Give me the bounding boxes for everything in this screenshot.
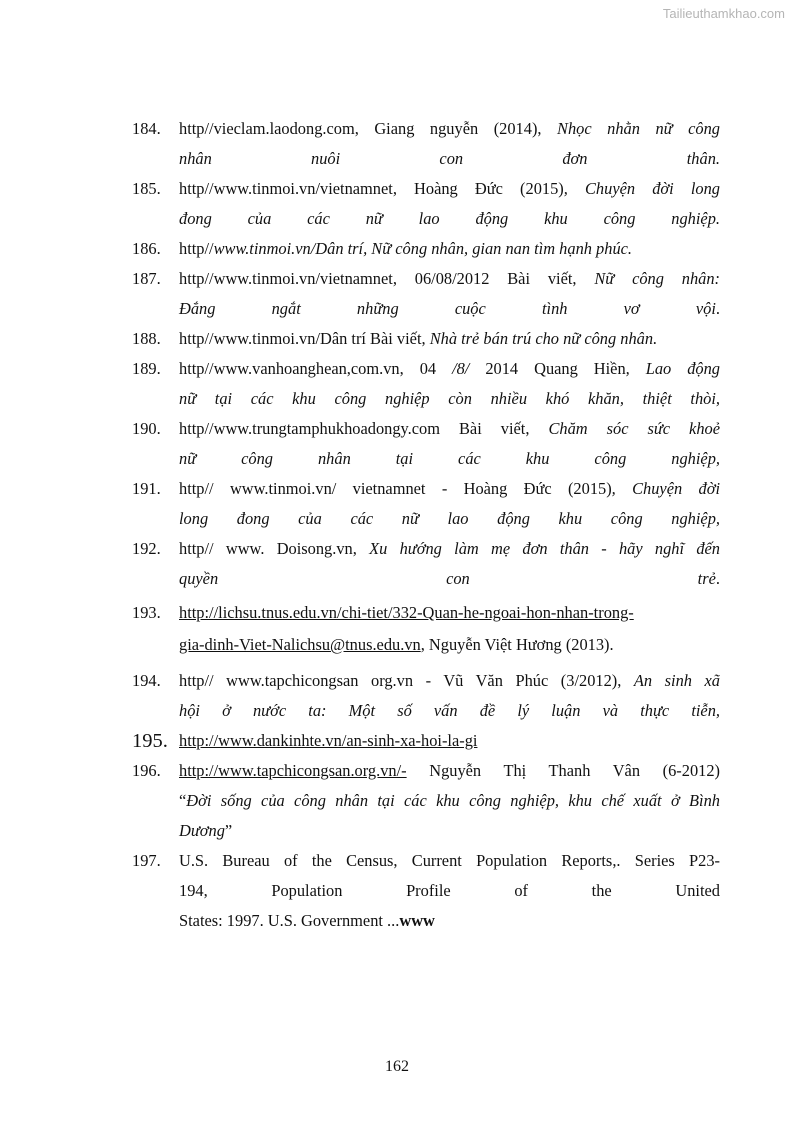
reference-text: http//www.tinmoi.vn/vietnamnet, 06/08/2012 Bài viết,	[179, 269, 595, 288]
reference-number: 188.	[132, 329, 161, 348]
reference-line	[179, 666, 720, 696]
reference-link[interactable]: http://www.dankinhte.vn/an-sinh-xa-hoi-la-gi	[179, 731, 478, 750]
reference-text: www	[399, 911, 435, 930]
reference-line	[179, 354, 720, 384]
reference-text: 2014 Quang Hiền	[469, 359, 626, 378]
reference-link[interactable]: http://lichsu.tnus.edu.vn/chi-tiet/332-Quan-he-ngoai-hon-nhan-trong-	[179, 603, 634, 622]
reference-text: http//vieclam.laodong.com, Giang nguyễn (2014),	[179, 119, 558, 138]
reference-number: 197.	[132, 851, 161, 870]
reference-line	[179, 786, 720, 816]
reference-link[interactable]: gia-dinh-Viet-Nalichsu@tnus.edu.vn	[179, 635, 421, 654]
reference-text: long đong của các nữ lao động khu công nghiệp,	[179, 509, 720, 528]
reference-text: http//www.vanhoanghean,com.vn, 04	[179, 359, 453, 378]
reference-text: nhân nuôi con đơn thân.	[179, 149, 720, 168]
reference-line	[179, 414, 720, 444]
reference-text: , Chuyện đời long	[563, 179, 720, 198]
reference-line	[179, 564, 720, 594]
reference-line	[179, 504, 720, 534]
reference-number: 187.	[132, 269, 161, 288]
reference-number: 184.	[132, 119, 161, 138]
reference-text: 194, Population Profile of the United	[179, 881, 720, 900]
reference-line	[179, 264, 720, 294]
reference-item	[132, 726, 720, 756]
reference-item	[132, 534, 720, 594]
reference-item	[132, 666, 720, 726]
reference-number: 185.	[132, 179, 161, 198]
reference-list	[132, 114, 720, 936]
reference-text: http// www.tinmoi.vn/ vietnamnet - Hoàng Đức (2015)	[179, 479, 612, 498]
reference-line	[179, 234, 720, 264]
reference-number: 190.	[132, 419, 161, 438]
reference-line	[179, 726, 720, 756]
reference-item	[132, 354, 720, 414]
reference-line	[179, 696, 720, 726]
reference-item	[132, 474, 720, 534]
reference-text: http//www.tinmoi.vn/Dân trí Bài viết,	[179, 329, 430, 348]
reference-line	[179, 384, 720, 414]
reference-text: http// www. Doisong.vn,	[179, 539, 370, 558]
reference-text: Nguyễn Thị Thanh Vân (6-2012)	[406, 761, 720, 780]
reference-item	[132, 114, 720, 174]
reference-item	[132, 756, 720, 846]
reference-text: .	[715, 569, 720, 588]
reference-text: quyền con trẻ	[179, 569, 716, 588]
reference-item	[132, 264, 720, 324]
reference-text: Chăm sóc sức khoẻ	[548, 419, 720, 438]
reference-text: , Chuyện đời	[611, 479, 721, 498]
reference-number: 189.	[132, 359, 161, 378]
reference-text: nữ công nhân tại các khu công nghiệp,	[179, 449, 720, 468]
reference-text: Nữ công nhân:	[594, 269, 720, 288]
reference-text: đong của các nữ lao động khu công nghiệp.	[179, 209, 720, 228]
reference-item	[132, 598, 720, 662]
reference-text: , Lao động	[625, 359, 720, 378]
reference-line	[179, 598, 720, 628]
reference-number: 196.	[132, 761, 161, 780]
reference-number: 191.	[132, 479, 161, 498]
reference-text: U.S. Bureau of the Census, Current Population Reports,. Series P23-	[179, 851, 720, 870]
watermark: Tailieuthamkhao.com	[662, 6, 785, 21]
reference-text: .	[715, 299, 720, 318]
reference-text: www.tinmoi.vn/Dân trí, Nữ công nhân, gian nan tìm hạnh phúc.	[213, 239, 633, 258]
reference-number: 194.	[132, 671, 161, 690]
reference-line	[179, 174, 720, 204]
reference-line	[179, 204, 720, 234]
reference-text: http//www.tinmoi.vn/vietnamnet, Hoàng Đức (2015)	[179, 179, 564, 198]
reference-item	[132, 846, 720, 936]
reference-text: /8/	[452, 359, 470, 378]
reference-line	[179, 846, 720, 876]
reference-text: Xu hướng làm mẹ đơn thân - hãy nghĩ đến	[369, 539, 720, 558]
reference-number: 193.	[132, 603, 161, 622]
reference-link[interactable]: http://www.tapchicongsan.org.vn/-	[179, 761, 407, 780]
page-number: 162	[385, 1058, 409, 1075]
reference-text: ”	[224, 821, 233, 840]
reference-text: States: 1997. U.S. Government ...	[179, 911, 400, 930]
reference-text: hội ở nước ta: Một số vấn đề lý luận và thực tiễn,	[179, 701, 720, 720]
reference-line	[179, 444, 720, 474]
reference-text: An sinh xã	[633, 671, 720, 690]
reference-line	[179, 534, 720, 564]
reference-line	[179, 474, 720, 504]
reference-text: http//www.trungtamphukhoadongy.com Bài viết,	[179, 419, 549, 438]
reference-text: Dương	[179, 821, 225, 840]
reference-line	[179, 756, 720, 786]
reference-line	[179, 816, 720, 846]
reference-line	[179, 324, 720, 354]
reference-line	[179, 144, 720, 174]
reference-text: Nhọc nhằn nữ công	[557, 119, 720, 138]
reference-item	[132, 234, 720, 264]
reference-text: nữ tại các khu công nghiệp còn nhiều khó khăn, thiệt thòi,	[179, 389, 720, 408]
reference-text: “	[179, 791, 187, 810]
reference-item	[132, 174, 720, 234]
reference-number: 192.	[132, 539, 161, 558]
reference-text: http//	[179, 239, 214, 258]
reference-number: 186.	[132, 239, 161, 258]
reference-line	[179, 906, 720, 936]
reference-line	[179, 294, 720, 324]
reference-line	[179, 628, 720, 662]
reference-text: Đắng ngắt những cuộc tình vơ vội	[179, 299, 716, 318]
reference-line	[179, 876, 720, 906]
reference-text: Nhà trẻ bán trú cho nữ công nhân.	[429, 329, 658, 348]
reference-text: http// www.tapchicongsan org.vn - Vũ Văn Phúc (3/2012),	[179, 671, 634, 690]
reference-number: 195.	[132, 730, 168, 752]
reference-line	[179, 114, 720, 144]
reference-text: Đời sống của công nhân tại các khu công nghiệp, khu chế xuất ở Bình	[186, 791, 720, 810]
reference-text: , Nguyễn Việt Hương (2013).	[420, 635, 614, 654]
reference-item	[132, 414, 720, 474]
reference-item	[132, 324, 720, 354]
